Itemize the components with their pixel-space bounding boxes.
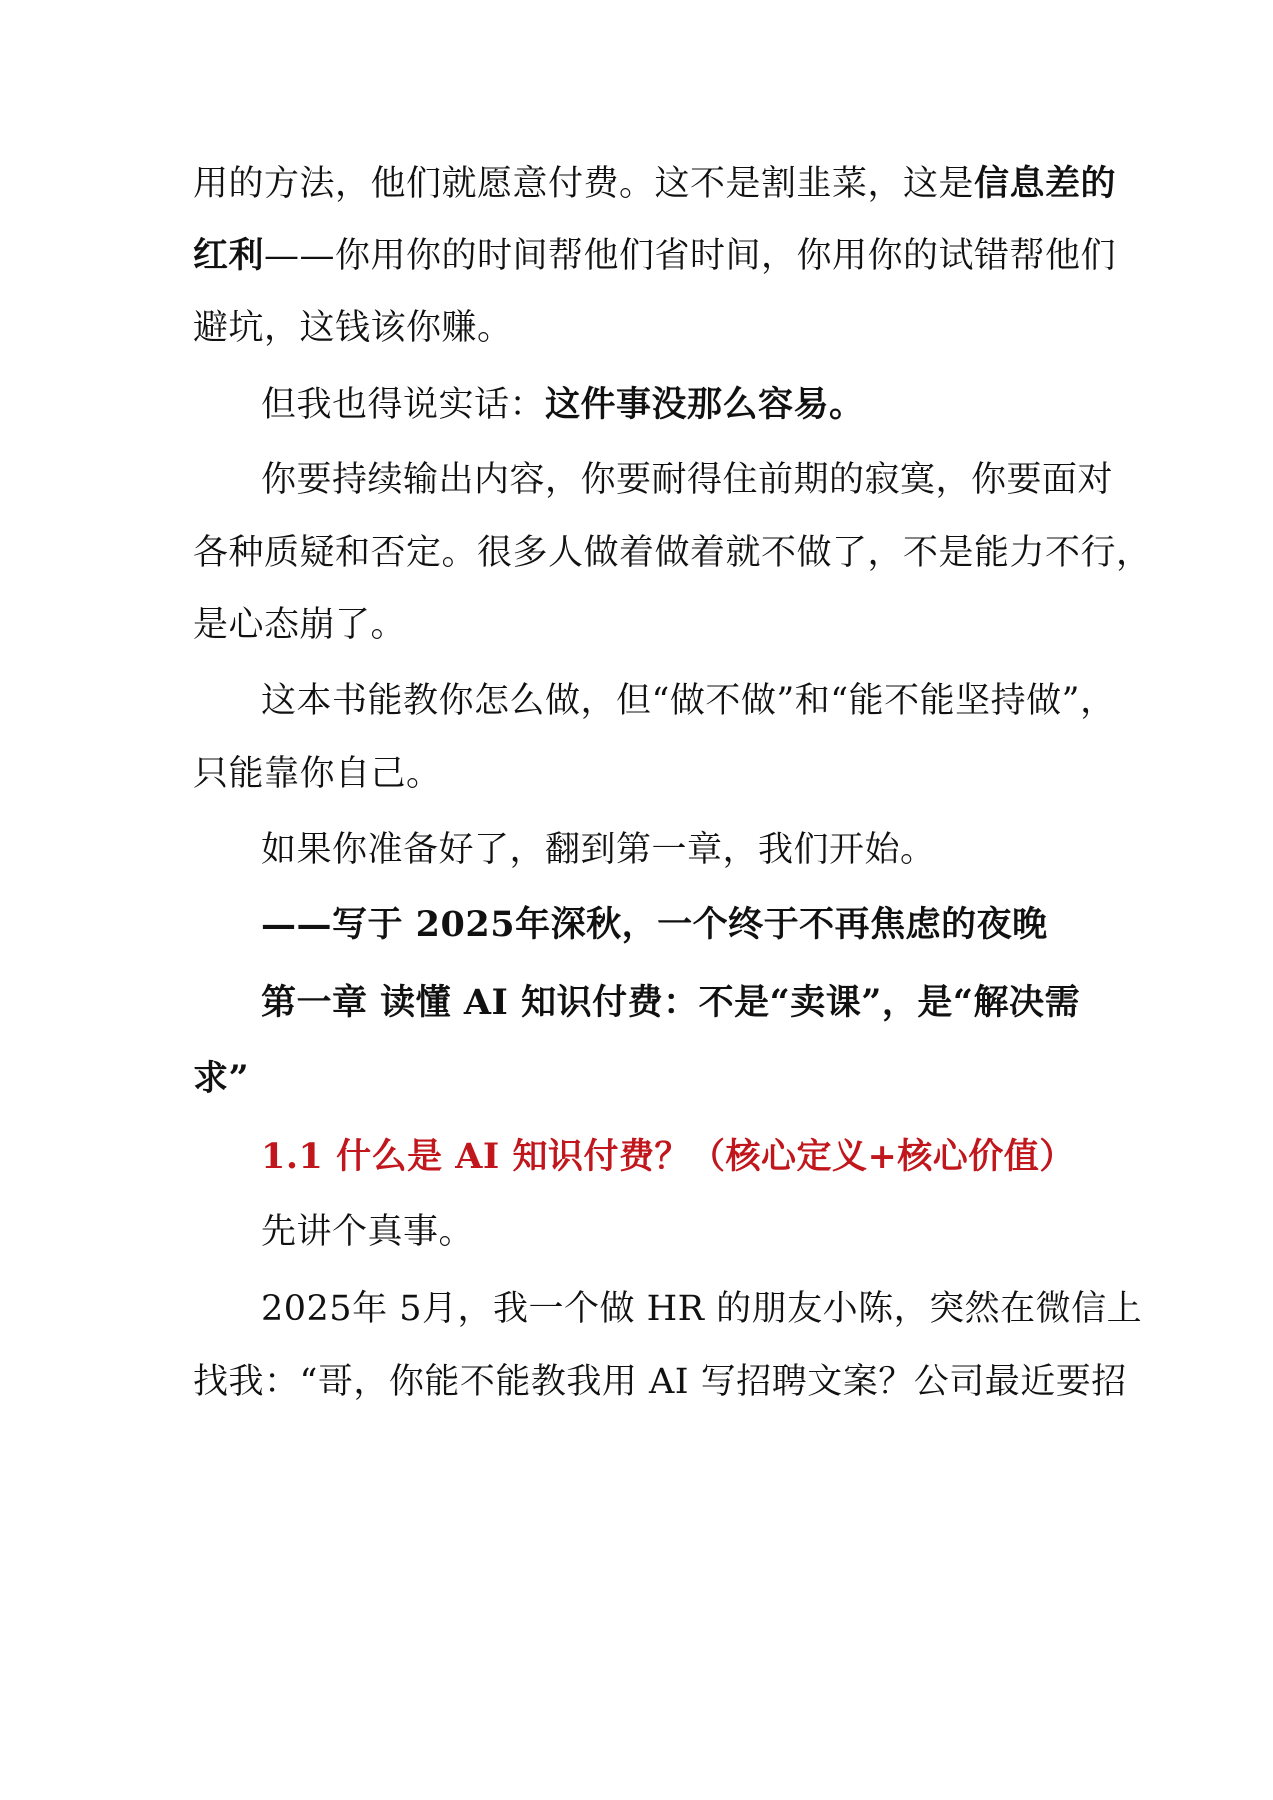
signature-line: ——写于 2025年深秋，一个终于不再焦虑的夜晚 (261, 904, 1048, 945)
paragraph-line: 2025年 5月，我一个做 HR 的朋友小陈，突然在微信上 (261, 1289, 1143, 1329)
paragraph-line: 找我：“哥，你能不能教我用 AI 写招聘文案？公司最近要招 (193, 1362, 1127, 1402)
body-text: 用的方法，他们就愿意付费。这不是割韭菜，这是 (193, 164, 975, 204)
paragraph-line: 只能靠你自己。 (193, 754, 442, 794)
emphasis-text: 信息差的 (974, 163, 1117, 204)
paragraph-line (193, 234, 1117, 278)
emphasis-text: 这件事没那么容易。 (545, 384, 865, 425)
body-text: 但我也得说实话： (261, 385, 546, 425)
section-title: 1.1 什么是 AI 知识付费？（核心定义+核心价值） (261, 1136, 1075, 1177)
emphasis-text: 红利 (193, 235, 265, 276)
chapter-title-continued: 求” (193, 1058, 250, 1099)
paragraph-line: 是心态崩了。 (193, 605, 407, 645)
paragraph-line: 这本书能教你怎么做，但“做不做”和“能不能坚持做”， (261, 681, 1116, 721)
paragraph-line: 先讲个真事。 (261, 1212, 475, 1252)
paragraph-line: 如果你准备好了，翻到第一章，我们开始。 (261, 830, 936, 870)
paragraph-line: 避坑，这钱该你赚。 (193, 308, 513, 348)
paragraph-line: 你要持续输出内容，你要耐得住前期的寂寞，你要面对 (261, 460, 1114, 500)
paragraph-line (261, 383, 1083, 427)
chapter-title: 第一章 读懂 AI 知识付费：不是“卖课”，是“解决需 (261, 982, 1080, 1023)
paragraph-line (193, 162, 1117, 206)
paragraph-line: 各种质疑和否定。很多人做着做着就不做了，不是能力不行， (193, 533, 1152, 573)
body-text: ——你用你的时间帮他们省时间，你用你的试错帮他们 (264, 236, 1117, 276)
